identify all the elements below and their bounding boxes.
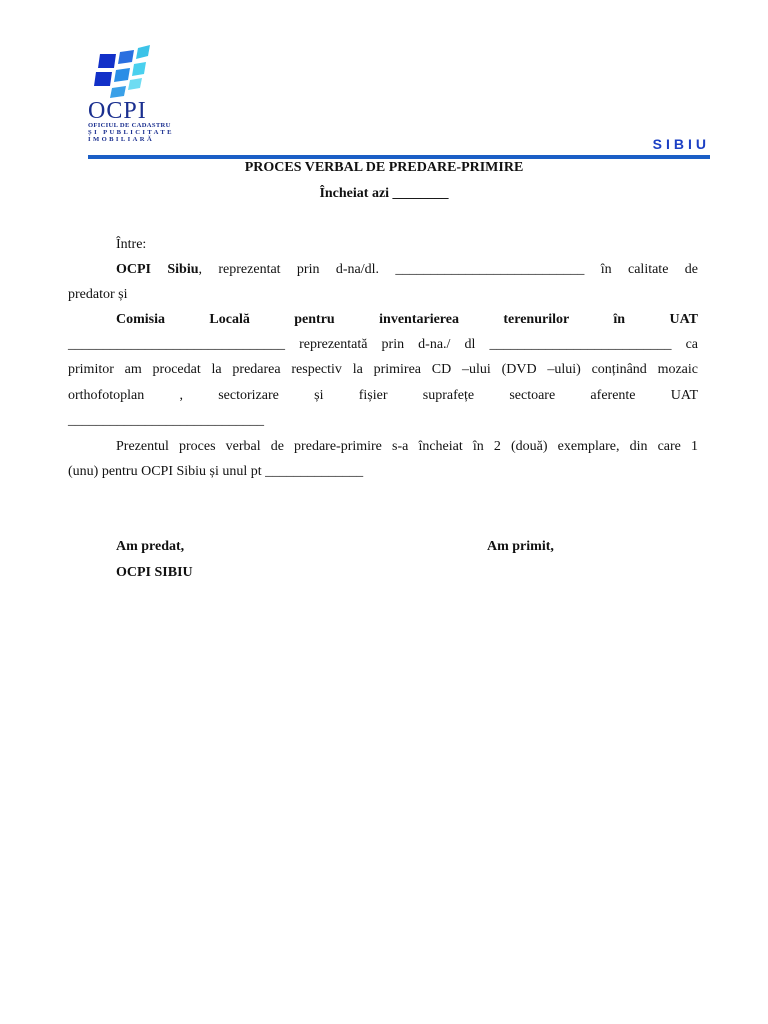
logo-line-2: ȘI PUBLICITATE <box>88 129 174 136</box>
logo-line-3: IMOBILIARĂ <box>88 136 155 143</box>
city-label: SIBIU <box>652 136 710 152</box>
paragraph-2-line-4: orthofotoplan , sectorizare și fișier suprafețe sectoare aferente UAT <box>68 388 698 403</box>
header-divider <box>88 155 710 159</box>
paragraph-2-line-2: _______________________________ reprezentată prin d-na./ dl __________________________ ca <box>68 337 698 352</box>
signature-left-label: Am predat, <box>116 539 185 554</box>
paragraph-1-line-2: predator și <box>68 287 128 302</box>
document-subtitle: Încheiat azi ________ <box>319 186 449 201</box>
paragraph-1-rest: , reprezentat prin d-na/dl. ___________________________ în calitate de <box>198 262 698 277</box>
document-title: PROCES VERBAL DE PREDARE-PRIMIRE <box>244 160 524 175</box>
signature-left-org: OCPI SIBIU <box>116 565 193 580</box>
paragraph-2-line-1: Comisia Locală pentru inventarierea terenurilor în UAT <box>116 312 698 327</box>
paragraph-3-line-1: Prezentul proces verbal de predare-primire s-a încheiat în 2 (două) exemplare, din care 1 <box>116 439 698 454</box>
logo-line-1: OFICIUL DE CADASTRU <box>88 122 171 129</box>
ocpi-sibiu-bold: OCPI Sibiu <box>116 262 199 277</box>
paragraph-1-line-1 <box>68 257 698 282</box>
paragraph-3-line-2: (unu) pentru OCPI Sibiu și unul pt ______________ <box>68 464 364 479</box>
logo-text-block <box>88 100 208 143</box>
intre-line: Între: <box>116 237 147 252</box>
paragraph-2-line-5: ____________________________ <box>68 413 264 428</box>
signature-right-label: Am primit, <box>487 539 554 554</box>
logo-name: OCPI <box>88 98 147 124</box>
paragraph-2-line-3: primitor am procedat la predarea respectiv la primirea CD –ului (DVD –ului) conținând mozaic <box>68 362 698 377</box>
